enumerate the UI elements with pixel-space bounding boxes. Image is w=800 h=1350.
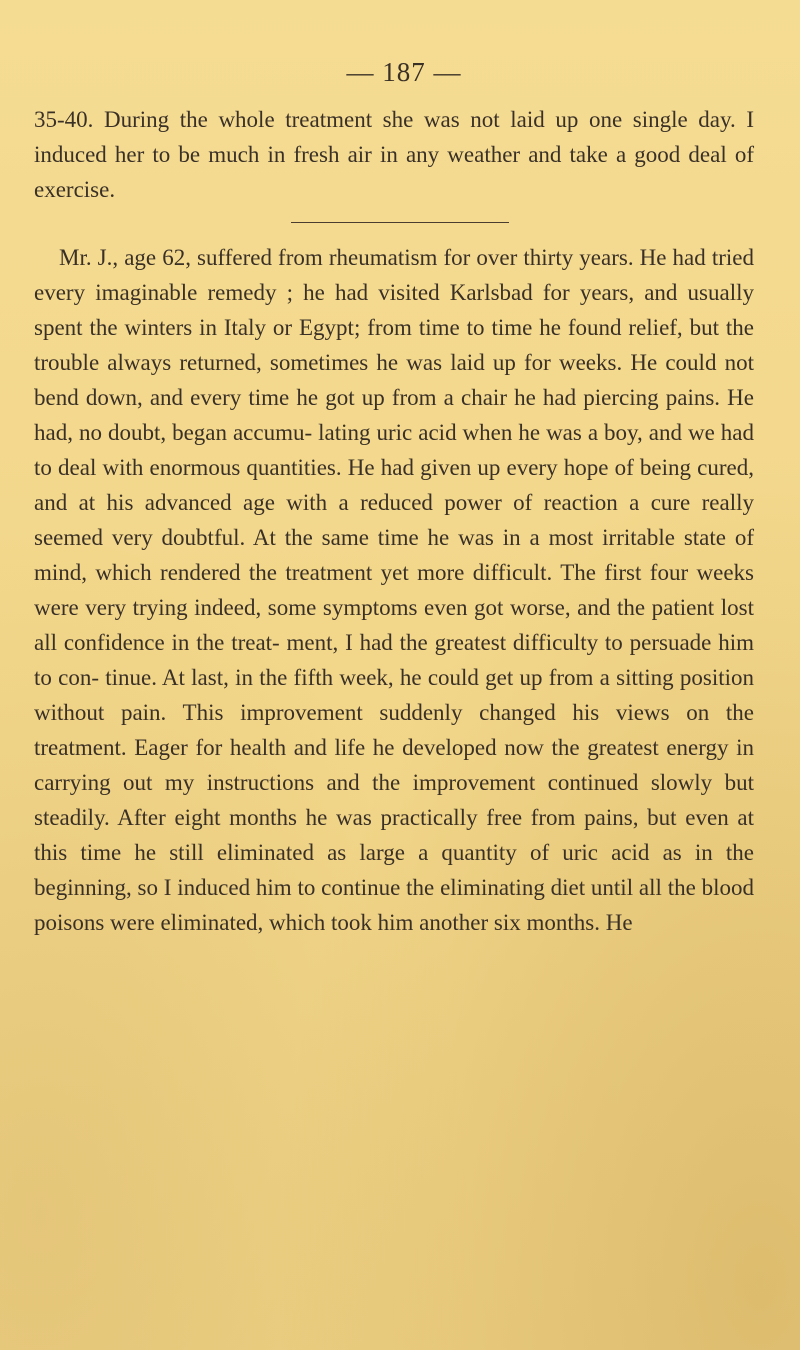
paragraph-case-35-40: 35-40. During the whole treatment she was not laid up one single day. I induced her to be much in fresh air in any weather and take a good deal of exercise. xyxy=(34,107,754,202)
page-number: — 187 — xyxy=(346,57,462,87)
book-page xyxy=(34,52,754,940)
section-divider xyxy=(291,222,509,223)
paragraph-mr-j-case: Mr. J., age 62, suffered from rheumatism for over thirty years. He had tried every imaginable remedy ; he had visited Karlsbad for years, and usually spent the winters in Italy or Egypt; from time to time he found relief, but the trouble always returned, sometimes he was laid up for weeks. He could not bend down, and every time he got up from a chair he had piercing pains. He had, no doubt, began accumu- lating uric acid when he was a boy, and we had to deal with enormous quantities. He had given up every hope of being cured, and at his advanced age with a reduced power of reaction a cure really seemed very doubtful. At the same time he was in a most irritable state of mind, which rendered the treatment yet more difficult. The first four weeks were very trying indeed, some symptoms even got worse, and the patient lost all confidence in the treat- ment, I had the greatest difficulty to persuade him to con- tinue. At last, in the fifth week, he could get up from a sitting position without pain. This improvement suddenly changed his views on the treatment. Eager for health and life he developed now the greatest energy in carrying out my instructions and the improvement continued slowly but steadily. After eight months he was practically free from pains, but even at this time he still eliminated as large a quantity of uric acid as in the beginning, so I induced him to continue the eliminating diet until all the blood poisons were eliminated, which took him another six months. He xyxy=(34,245,754,935)
